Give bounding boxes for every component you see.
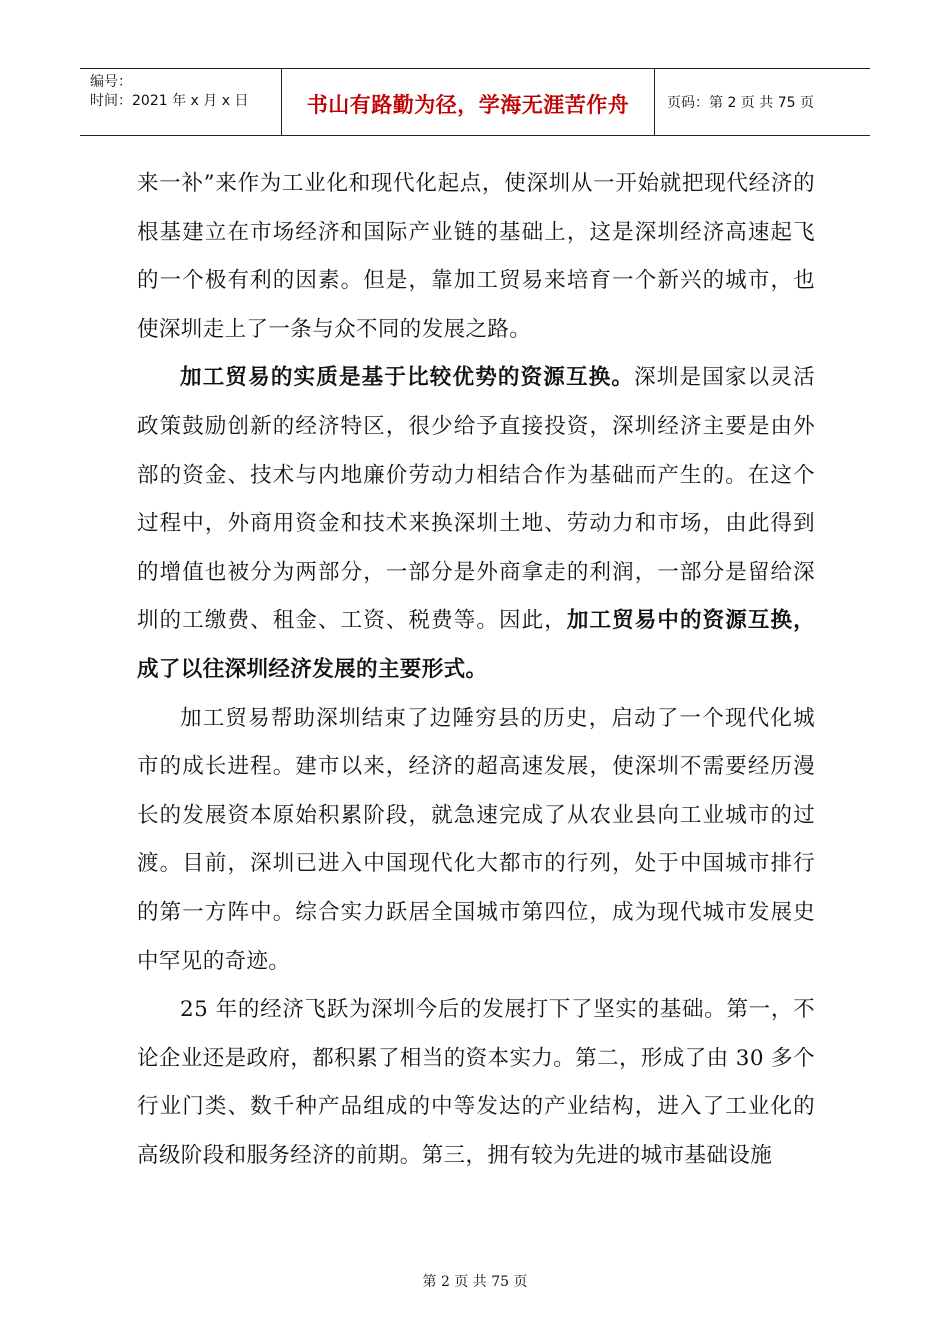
paragraph-3-text: 加工贸易帮助深圳结束了边陲穷县的历史，启动了一个现代化城市的成长进程。建市以来，经济的超高速发展，使深圳不需要经历漫长的发展资本原始积累阶段，就急速完成了从农业县向工业城市的过渡。目前，深圳已进入中国现代化大都市的行列，处于中国城市排行的第一方阵中。综合实力跃居全国城市第四位，成为现代城市发展史中罕见的奇迹。 [137,705,815,974]
document-body [137,160,815,1180]
document-number-label: 编号： [90,74,132,90]
paragraph-2-text: 深圳是国家以灵活政策鼓励创新的经济特区，很少给予直接投资，深圳经济主要是由外部的资金、技术与内地廉价劳动力相结合作为基础而产生的。在这个过程中，外商用资金和技术来换深圳土地、劳动力和市场，由此得到的增值也被分为两部分，一部分是外商拿走的利润，一部分是留给深圳的工缴费、租金、工资、税费等。因此， [137,365,815,634]
paragraph-1 [137,160,815,354]
document-time-label: 时间：2021 年 x 月 x 日 [90,93,249,109]
header-page-info: 页码：第 2 页 共 75 页 [667,95,814,111]
paragraph-1-text: 来一补”来作为工业化和现代化起点，使深圳从一开始就把现代经济的根基建立在市场经济和国际产业链的基础上，这是深圳经济高速起飞的一个极有利的因素。但是，靠加工贸易来培育一个新兴的城市，也使深圳走上了一条与众不同的发展之路。 [137,171,815,342]
paragraph-3 [137,695,815,987]
paragraph-2-bold-conclusion: 加工贸易中的资源互换，成了以往深圳经济发展的主要形式。 [137,608,815,682]
page-footer: 第 2 页 共 75 页 [422,1274,528,1290]
paragraph-2 [137,354,815,694]
paragraph-4-text: 25 年的经济飞跃为深圳今后的发展打下了坚实的基础。第一，不论企业还是政府，都积累了相当的资本实力。第二，形成了由 30 多个行业门类、数千种产品组成的中等发达的产业结构，进入了工业化的高级阶段和服务经济的前期。第三，拥有较为先进的城市基础设施 [137,997,815,1168]
page-header [80,68,870,136]
header-motto: 书山有路勤为径，学海无涯苦作舟 [282,69,655,135]
paragraph-2-bold-lead: 加工贸易的实质是基于比较优势的资源互换。 [180,365,635,391]
paragraph-4 [137,986,815,1180]
header-meta [80,69,282,135]
